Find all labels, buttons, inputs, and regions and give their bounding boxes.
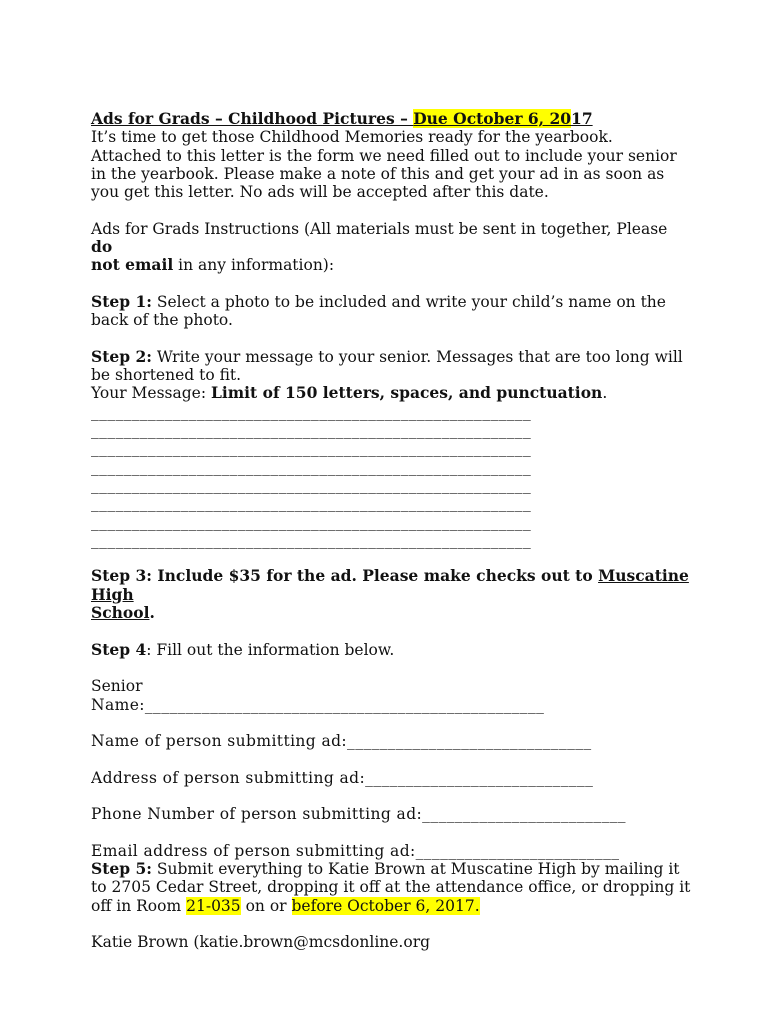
step5-line-2: to 2705 Cedar Street, dropping it off at the attendance office, or dropping it [91,878,691,897]
step1-line-1 [91,293,691,311]
intro-line-1: It’s time to get those Childhood Memories ready for the yearbook. [91,128,613,147]
due-date-highlight: Due October 6, 20 [413,109,572,128]
instructions-bold-do: do [91,237,113,257]
document-title [91,110,691,128]
step4-label: Step 4 [91,639,147,659]
message-limit: Limit of 150 letters, spaces, and punctuation [210,383,603,403]
step4-text: : Fill out the information below. [146,640,395,659]
instructions-line-1 [91,220,691,257]
senior-label: Senior [91,677,143,696]
intro-line-4: you get this letter. No ads will be accepted after this date. [91,183,549,202]
submitter-email-field: Email address of person submitting ad:_________________________ [91,841,620,860]
step3-line-2 [91,604,691,622]
school-name-part-1: Muscatine High [91,566,689,604]
step5-room-prefix: off in Room [91,896,187,915]
message-line-1: ______________________________________________________ [91,402,532,421]
message-line-8: ______________________________________________________ [91,530,532,549]
step3-line-1 [91,567,691,604]
room-number-highlight: 21-035 [186,896,241,915]
step1-text: Select a photo to be included and write your child’s name on the [151,292,666,311]
step5-room-suffix: on or [240,896,292,915]
step2-line-2: be shortened to fit. [91,366,242,385]
due-date-rest: 17 [571,109,593,128]
contact-line: Katie Brown (katie.brown@mcsdonline.org [91,933,431,952]
step2-text: Write your message to your senior. Messages that are too long will [151,347,683,366]
step5-line-1 [91,860,691,878]
intro-line-3: in the yearbook. Please make a note of this and get your ad in as soon as [91,164,665,183]
submitter-phone-field: Phone Number of person submitting ad:_________________________ [91,805,626,824]
submitter-name-field: Name of person submitting ad:______________________________ [91,732,592,751]
message-line-5: ______________________________________________________ [91,475,532,494]
step2-label: Step 2: [91,346,152,366]
submitter-address-field: Address of person submitting ad:____________________________ [91,768,594,787]
intro-line-2: Attached to this letter is the form we need filled out to include your senior [91,146,677,165]
step3-label: Step 3: [91,566,152,586]
instructions-text: Ads for Grads Instructions (All materials must be sent in together, Please [91,219,668,238]
step3-end: . [149,603,155,623]
instructions-text-end: in any information): [173,256,335,275]
deadline-highlight: before October 6, 2017. [291,896,480,915]
message-line-7: ______________________________________________________ [91,512,532,531]
instructions-bold-not-email: not email [91,255,174,275]
step1-label: Step 1: [91,291,152,311]
message-label: Your Message: [91,384,211,403]
step3-text: Include $35 for the ad. Please make checks out to [151,566,599,586]
step2-line-1 [91,348,691,366]
step5-text: Submit everything to Katie Brown at Muscatine High by mailing it [151,860,680,879]
instructions-line-2 [91,256,691,274]
message-label-line [91,384,691,402]
message-limit-end: . [602,384,608,403]
step1-line-2: back of the photo. [91,311,233,330]
school-name-part-2: School [91,603,150,623]
step4-line [91,641,691,659]
senior-name-field: Name:_________________________________________________ [91,695,545,714]
step5-line-3 [91,897,691,915]
document-body [91,110,691,952]
message-line-3: ______________________________________________________ [91,439,532,458]
message-line-6: ______________________________________________________ [91,494,532,513]
title-text: Ads for Grads – Childhood Pictures – [91,109,414,128]
message-line-4: ______________________________________________________ [91,457,532,476]
step5-label: Step 5: [91,859,152,879]
message-line-2: ______________________________________________________ [91,421,532,440]
